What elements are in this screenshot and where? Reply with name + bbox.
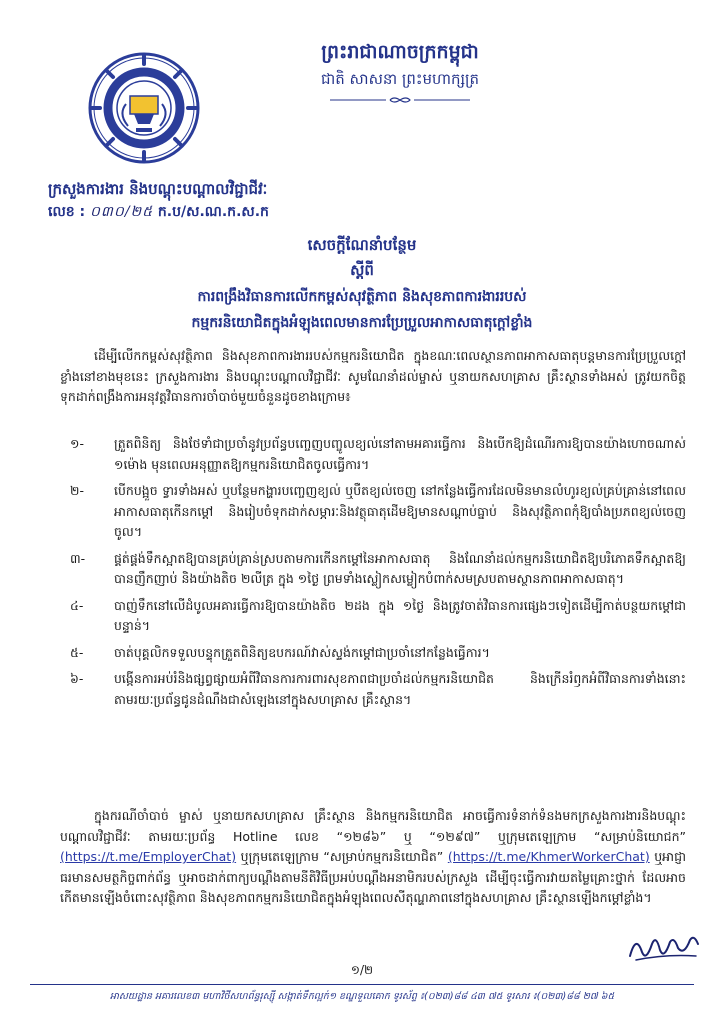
document-subject-line-1: ការពង្រឹងវិធានការលើកកម្ពស់សុវត្ថិភាព និងសុខភាពការងាររបស់ <box>197 289 527 305</box>
closing-text-1: ក្នុងករណីចាំបាច់ ម្ចាស់ ឬនាយកសហគ្រាស គ្រឹះស្ថាន និងកម្មករនិយោជិត អាចធ្វើការទំនាក់ទំនងមកក្រសួងការងារនិងបណ្តុះបណ្តាលវិជ្ជាជីវៈ តាមរយៈប្រព័ន្ធ Hotline លេខ “១២៨៦” ឬ “១២៩៧” ឬក្រុមតេឡេក្រាម “សម្រាប់និយោជក” <box>60 808 686 844</box>
closing-paragraph <box>60 806 686 909</box>
list-item-number: ៣- <box>70 550 86 566</box>
list-item <box>70 643 686 664</box>
list-item-number: ១- <box>70 436 84 451</box>
footer-rule <box>30 984 694 985</box>
list-item <box>70 669 686 710</box>
closing-text-2: ឬក្រុមតេឡេក្រាម “សម្រាប់កម្មករនិយោជិត” <box>236 849 448 864</box>
list-item-text: ត្រួតពិនិត្យ និងថែទាំជាប្រចាំនូវប្រព័ន្ធបញ្ចេញបញ្ចូលខ្យល់នៅតាមអគារធ្វើការ និងបើកឱ្យដំណើរការឱ្យបានយ៉ាងហោចណាស់ ១ម៉ោង មុនពេលអនុញ្ញាតឱ្យកម្មករនិយោជិតចូលធ្វើការ។ <box>114 436 686 472</box>
reference-label: លេខ : <box>48 204 86 220</box>
document-subject-label: ស្តីពី <box>350 261 374 279</box>
kingdom-heading: ព្រះរាជាណាចក្រកម្ពុជា <box>321 41 479 63</box>
document-type-title: សេចក្តីណែនាំបន្ថែម <box>307 236 417 254</box>
list-item <box>70 549 686 590</box>
reference-suffix: ក.ប/ស.ណ.ក.ស.ក <box>157 204 269 220</box>
footer-address: អាសយដ្ឋាន អគារលេខ៣ មហាវិថីសហព័ន្ធរុស្ស៊ី សង្កាត់ទឹកល្អក់១ ខណ្ឌទួលគោក ទូរស័ព្ទ ៖(០២៣)៨៨ ៤៣ ៧៥ ទូរសារ ៖(០២៣)៨៨ ២៧ ៦៥ <box>109 991 615 1002</box>
national-motto: ជាតិ សាសនា ព្រះមហាក្សត្រ <box>320 70 480 88</box>
list-item-number: ៥- <box>70 644 84 660</box>
list-item-text: ផ្គត់ផ្គង់ទឹកស្អាតឱ្យបានគ្រប់គ្រាន់ស្របតាមការកើនកម្តៅនៃអាកាសធាតុ និងណែនាំដល់កម្មករនិយោជិតឱ្យបរិភោគទឹកស្អាតឱ្យបានញឹកញាប់ និងយ៉ាងតិច ២លីត្រ ក្នុង ១ថ្ងៃ ព្រមទាំងស្លៀកសម្លៀកបំពាក់សមស្របតាមស្ថានភាពអាកាសធាតុ។ <box>114 550 686 586</box>
ministry-name: ក្រសួងការងារ និងបណ្តុះបណ្តាលវិជ្ជាជីវៈ <box>48 180 268 198</box>
reference-handwritten-year: ២៥ <box>130 204 154 220</box>
page-number: ១/២ <box>350 963 374 977</box>
reference-number: លេខ : ០៣០/២៥ ក.ប/ស.ណ.ក.ស.ក <box>48 204 269 220</box>
list-item-number: ៦- <box>70 671 84 686</box>
employer-chat-link[interactable]: (https://t.me/EmployerChat) <box>60 849 237 864</box>
measures-list <box>70 434 686 716</box>
reference-handwritten-number: ០៣០ <box>90 204 125 220</box>
list-item-number: ៤- <box>70 597 84 613</box>
worker-chat-link[interactable]: (https://t.me/KhmerWorkerChat) <box>447 849 650 864</box>
list-item <box>70 434 686 475</box>
list-item-number: ២- <box>70 483 84 498</box>
list-item-text: បើកបង្អួច ទ្វារទាំងអស់ ឬបន្ថែមកង្ហារបញ្ចេញខ្យល់ ឬបឺតខ្យល់ចេញ នៅកន្លែងធ្វើការដែលមិនមានលំហូរខ្យល់គ្រប់គ្រាន់នៅពេលអាកាសធាតុកើនកម្តៅ និងរៀបចំទុកដាក់សម្ភារៈនិងវត្ថុធាតុដើមឱ្យមានសណ្តាប់ធ្នាប់ និងសុវត្ថិភាពកុំឱ្យបាំងប្រភពខ្យល់ចេញចូល។ <box>114 483 686 539</box>
ministry-seal-icon <box>88 52 200 164</box>
list-item-text: បង្កើនការអប់រំនិងផ្សព្វផ្សាយអំពីវិធានការការពារសុខភាពជាប្រចាំដល់កម្មករនិយោជិត និងក្រើនរំឭកអំពីវិធានការទាំងនោះតាមរយៈប្រព័ន្ធជូនដំណឹងជាសំឡេងនៅក្នុងសហគ្រាស គ្រឹះស្ថាន។ <box>114 671 686 707</box>
divider-ornament-icon <box>330 96 470 104</box>
closing-text-3: ឬអាជ្ញាធរមានសមត្ថកិច្ចពាក់ព័ន្ធ ឬអាចដាក់ពាក្យបណ្តឹងតាមនីតិវិធីប្រអប់បណ្តឹងអនាមិករបស់ក្រសួង ដើម្បីចុះធ្វើការវាយតម្លៃគ្រោះថ្នាក់ ដែលអាចកើតមានឡើងចំពោះសុវត្ថិភាព និងសុខភាពកម្មករនិយោជិតក្នុងអំឡុងពេលសីតុណ្ហភាពនៅក្នុងសហគ្រាស គ្រឹះស្ថានឡើងកម្តៅខ្លាំង។ <box>60 849 686 905</box>
list-item <box>70 596 686 637</box>
document-subject-line-2: កម្មករនិយោជិតក្នុងអំឡុងពេលមានការប្រែប្រួលអាកាសធាតុក្តៅខ្លាំង <box>191 315 533 331</box>
intro-paragraph: ដើម្បីលើកកម្ពស់សុវត្ថិភាព និងសុខភាពការងាររបស់កម្មករនិយោជិត ក្នុងខណៈពេលស្ថានភាពអាកាសធាតុបន្តមានការប្រែប្រួលក្តៅខ្លាំងនៅខាងមុខនេះ ក្រសួងការងារ និងបណ្តុះបណ្តាលវិជ្ជាជីវៈ សូមណែនាំដល់ម្ចាស់ ឬនាយកសហគ្រាស គ្រឹះស្ថានទាំងអស់ ត្រូវយកចិត្តទុកដាក់ពង្រឹងការអនុវត្តវិធានការចាំបាច់មួយចំនួនដូចខាងក្រោម៖ <box>60 348 686 404</box>
list-item <box>70 481 686 543</box>
list-item-text: បាញ់ទឹកនៅលើដំបូលអគារធ្វើការឱ្យបានយ៉ាងតិច ២ដង ក្នុង ១ថ្ងៃ និងត្រូវចាត់វិធានការផ្សេងៗទៀតដើម្បីកាត់បន្ថយកម្តៅជាបន្ទាន់។ <box>114 597 686 633</box>
list-item-text: ចាត់បុគ្គលិកទទួលបន្ទុកត្រួតពិនិត្យឧបករណ៍វាស់ស្ទង់កម្តៅជាប្រចាំនៅកន្លែងធ្វើការ។ <box>114 644 490 660</box>
